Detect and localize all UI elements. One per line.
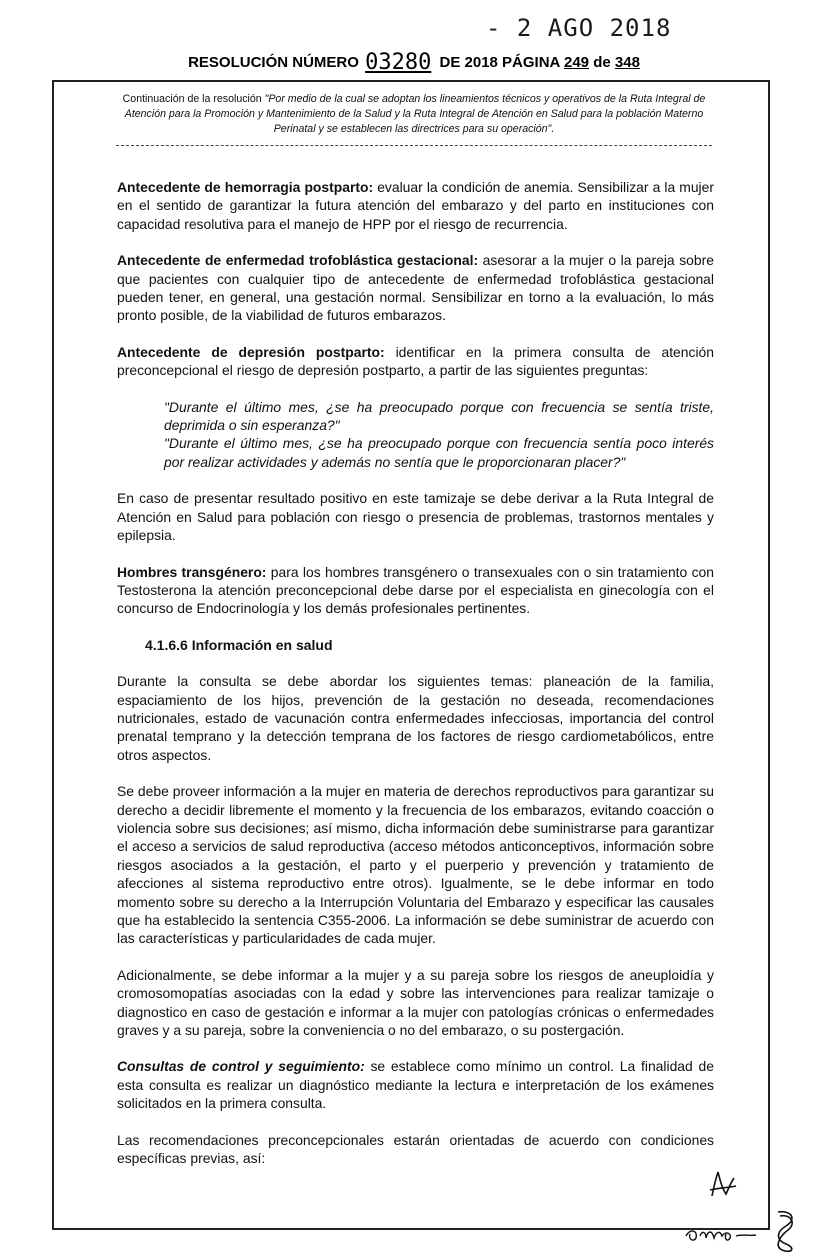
question-1: "Durante el último mes, ¿se ha preocupado porque con frecuencia se sentía triste, deprimida o sin esperanza?" (164, 398, 714, 434)
paragraph-temas: Durante la consulta se debe abordar los siguientes temas: planeación de la familia, espaciamiento de los hijos, prevención de la gestación no deseada, recomendaciones nutricionales, estado de vacunación contra enfermedades infecciosas, importancia del control prenatal temprano y la detección temprana de los factores de riesgo cardiometabólicos, entre otros aspectos. (117, 673, 714, 763)
header-of: de (593, 54, 611, 71)
continuation-lead: Continuación de la resolución (122, 93, 262, 105)
paragraph-hemorragia: Antecedente de hemorragia postparto: evaluar la condición de anemia. Sensibilizar a la mujer en el sentido de garantizar la futura atención del embarazo y del parto en instituciones con capacidad resolutiva para el manejo de HPP por el riesgo de recurrencia. (117, 179, 714, 232)
dashed-divider (116, 145, 712, 146)
resolution-number: 03280 (365, 50, 432, 75)
question-2: "Durante el último mes, ¿se ha preocupado porque con frecuencia sentía poco interés por realizar actividades y además no sentía que le proporcionaran placer?" (164, 435, 714, 470)
continuation-note (110, 92, 718, 137)
paragraph-trofoblastica: Antecedente de enfermedad trofoblástica gestacional: asesorar a la mujer o la pareja sobre que pacientes con cualquier tipo de antecedente de enfermedad trofoblástica gestacional pueden tener, en general, una gestación normal. Sensibilizar en torno a la evaluación, lo más pronto posible, de la viabilidad de futuros embarazos. (117, 252, 714, 324)
date-stamp: - 2 AGO 2018 (486, 14, 672, 42)
continuation-quote: "Por medio de la cual se adoptan los lineamientos técnicos y operativos de la Ruta Integral de Atención para la Promoción y Mantenimiento de la Salud y la Ruta Integral de Atención en Salud para la población Materno Perinatal y se establecen las directrices para su operación". (124, 93, 706, 135)
paragraph-riesgos: Adicionalmente, se debe informar a la mujer y a su pareja sobre los riesgos de aneuploidía y cromosomopatías asociadas con la edad y sobre las intervenciones para realizar tamizaje o diagnostico en caso de gestación e informar a la mujer con patologías crónicas o enfermedades graves y a su pareja, sobre la conveniencia o no del embarazo, o su postergación. (117, 966, 714, 1039)
page-number: 249 (564, 54, 590, 71)
page-header (0, 48, 828, 73)
paragraph-depresion: Antecedente de depresión postparto: identificar en la primera consulta de atención preconcepcional el riesgo de depresión postparto, a partir de las siguientes preguntas: (117, 343, 714, 379)
paragraph-derechos: Se debe proveer información a la mujer en materia de derechos reproductivos para garantizar su derecho a decidir libremente el momento y la frecuencia de los embarazos, evitando coacción o violencia sobre sus decisiones; así mismo, dicha información debe suministrarse para garantizar el acceso a servicios de salud reproductiva (acceso métodos anticonceptivos, información sobre riesgos asociados a la gestación, el parto y el puerperio y prevención y tratamiento de afecciones al sistema reproductivo entre otros). Igualmente, se le debe informar en todo momento sobre su derecho a la Interrupción Voluntaria del Embarazo y especificar las causales que ha establecido la sentencia C355-2006. La información se debe suministrar de acuerdo con las características y particularidades de cada mujer. (117, 783, 714, 947)
screening-questions (164, 398, 714, 472)
document-body (117, 178, 714, 1185)
section-heading: 4.1.6.6 Información en salud (145, 636, 333, 653)
page-total: 348 (614, 54, 640, 71)
header-prefix: RESOLUCIÓN NÚMERO (188, 54, 359, 71)
paragraph-control: Consultas de control y seguimiento: se establece como mínimo un control. La finalidad de esta consulta es realizar un diagnóstico mediante la lectura e interpretación de los exámenes solicitados en la primera consulta. (117, 1058, 714, 1112)
signature-mark (680, 1206, 810, 1256)
paragraph-derivacion: En caso de presentar resultado positivo en este tamizaje se debe derivar a la Ruta Integral de Atención en Salud para población con riesgo o presencia de problemas, trastornos mentales y epilepsia. (117, 490, 714, 544)
paragraph-recomendaciones: Las recomendaciones preconcepcionales estarán orientadas de acuerdo con condiciones específicas previas, así: (117, 1131, 714, 1167)
paragraph-transgenero: Hombres transgénero: para los hombres transgénero o transexuales con o sin tratamiento con Testosterona la atención preconcepcional debe darse por el especialista en ginecología con el concurso de Endocrinología y los demás profesionales pertinentes. (117, 563, 714, 617)
header-middle: DE 2018 PÁGINA (439, 54, 560, 71)
initials-mark (704, 1168, 740, 1202)
